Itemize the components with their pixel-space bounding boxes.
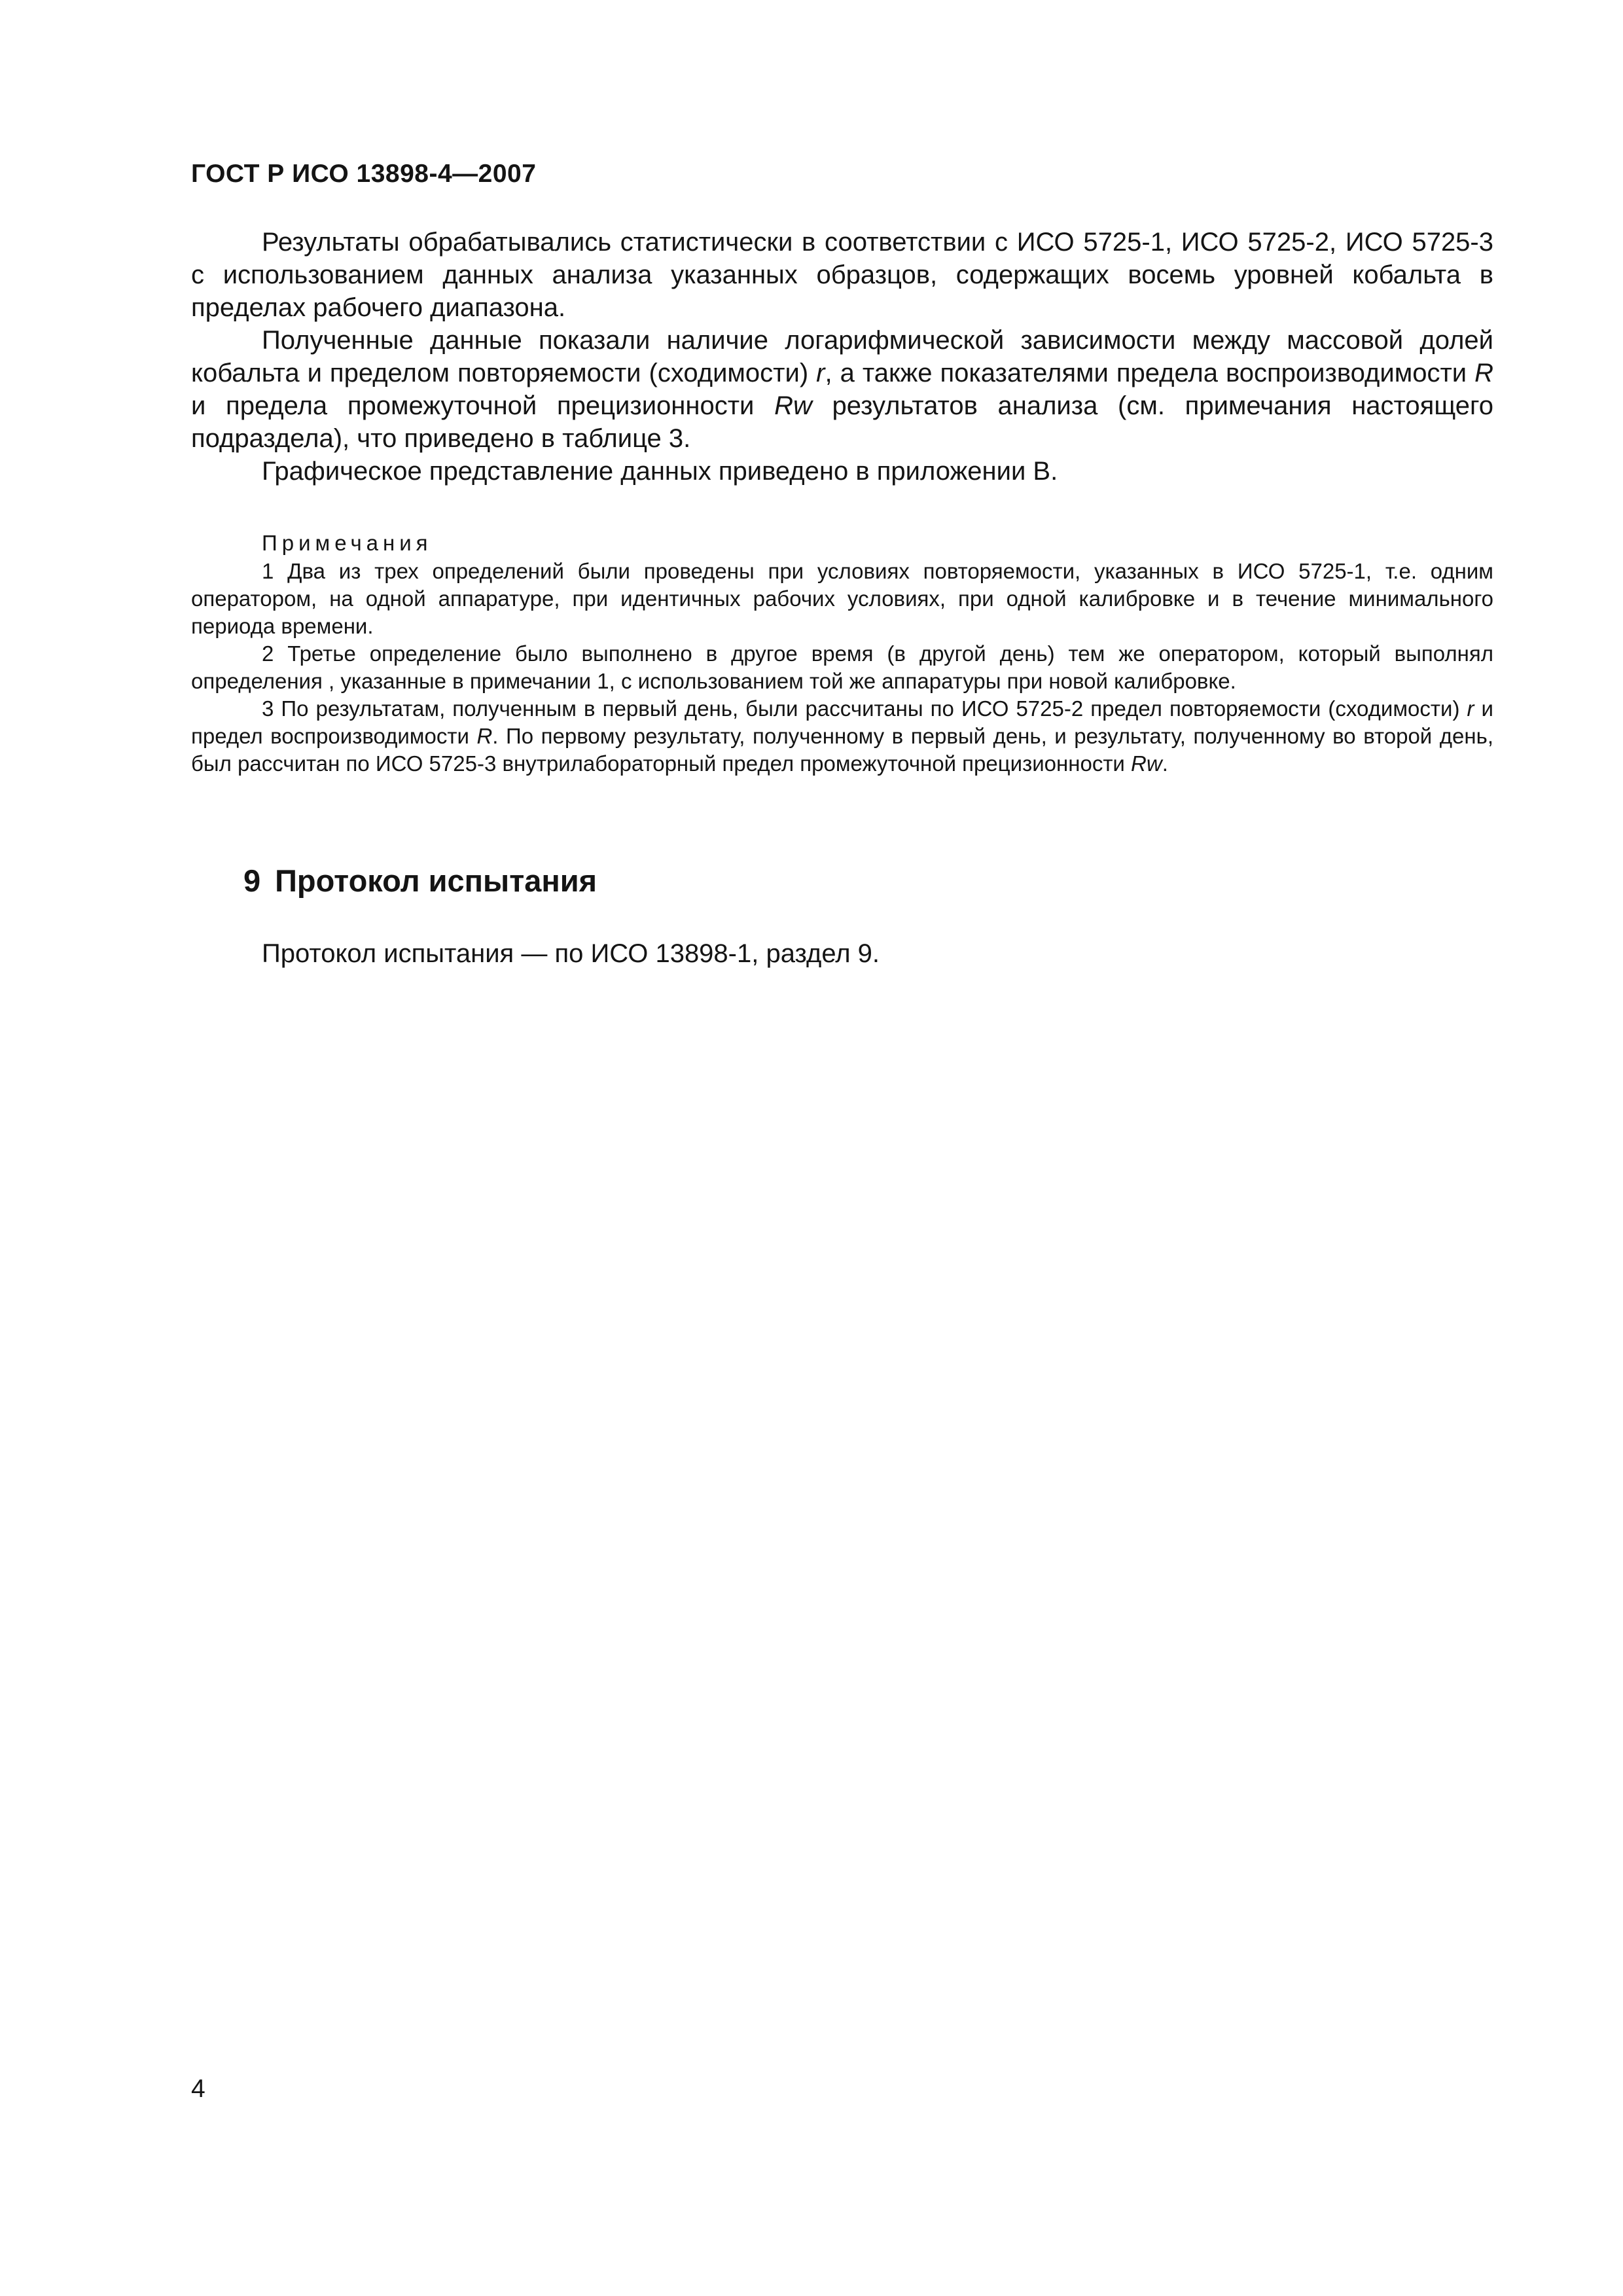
- note-3-symbol-R: R: [476, 724, 493, 748]
- note-3-text-1: 3 По результатам, полученным в первый день, были рассчитаны по ИСО 5725-2 предел повторяемости (сходимости): [262, 696, 1467, 721]
- section-9-title: Протокол испытания: [275, 863, 597, 898]
- note-2: 2 Третье определение было выполнено в другое время (в другой день) тем же оператором, который выполнял определения , указанные в примечании 1, с использованием той же аппаратуры при новой калибровке.: [191, 641, 1493, 693]
- section-9-heading: [243, 863, 597, 899]
- document-code-header: ГОСТ Р ИСО 13898-4—2007: [191, 160, 537, 188]
- note-3-symbol-r: r: [1467, 696, 1474, 721]
- note-3-text-2: и предел воспроизводимости: [191, 696, 1493, 748]
- symbol-Rw: Rw: [774, 391, 812, 420]
- symbol-R: R: [1474, 359, 1494, 387]
- notes-title: Примечания: [262, 531, 433, 555]
- body-text: [191, 226, 1493, 488]
- page-number: 4: [191, 2075, 205, 2103]
- section-9-number: 9: [243, 863, 261, 898]
- notes-block: [191, 529, 1493, 778]
- note-3-symbol-Rw: Rw: [1131, 751, 1162, 776]
- paragraph-dependence-text-3: и предела промежуточной прецизионности: [191, 391, 775, 420]
- note-3: [191, 695, 1493, 778]
- section-9-text: Протокол испытания — по ИСО 13898-1, раздел 9.: [262, 939, 880, 968]
- note-3-text-3: . По первому результату, полученному в первый день, и результату, полученному во второй день, был рассчитан по ИСО 5725-3 внутрилабораторный предел промежуточной прецизионности: [191, 724, 1493, 776]
- paragraph-dependence-text-1: Полученные данные показали наличие логарифмической зависимости между массовой долей кобальта и пределом повторяемости (сходимости): [191, 326, 1493, 387]
- symbol-r: r: [816, 359, 825, 387]
- paragraph-graphics: Графическое представление данных приведено в приложении В.: [262, 457, 1058, 486]
- note-1: 1 Два из трех определений были проведены при условиях повторяемости, указанных в ИСО 5725-1, т.е. одним оператором, на одной аппаратуре, при идентичных рабочих условиях, при одной калибровке и в течение минимального периода времени.: [191, 559, 1493, 638]
- paragraph-statistics: Результаты обрабатывались статистически в соответствии с ИСО 5725-1, ИСО 5725-2, ИСО 5725-3 с использованием данных анализа указанных образцов, содержащих восемь уровней кобальта в пределах рабочего диапазона.: [191, 228, 1493, 322]
- paragraph-dependence: [191, 324, 1493, 455]
- paragraph-dependence-text-2: , а также показателями предела воспроизводимости: [825, 359, 1475, 387]
- paragraph-dependence-text-4: результатов анализа (см. примечания настоящего подраздела), что приведено в таблице 3.: [191, 391, 1493, 453]
- note-3-text-4: .: [1162, 751, 1168, 776]
